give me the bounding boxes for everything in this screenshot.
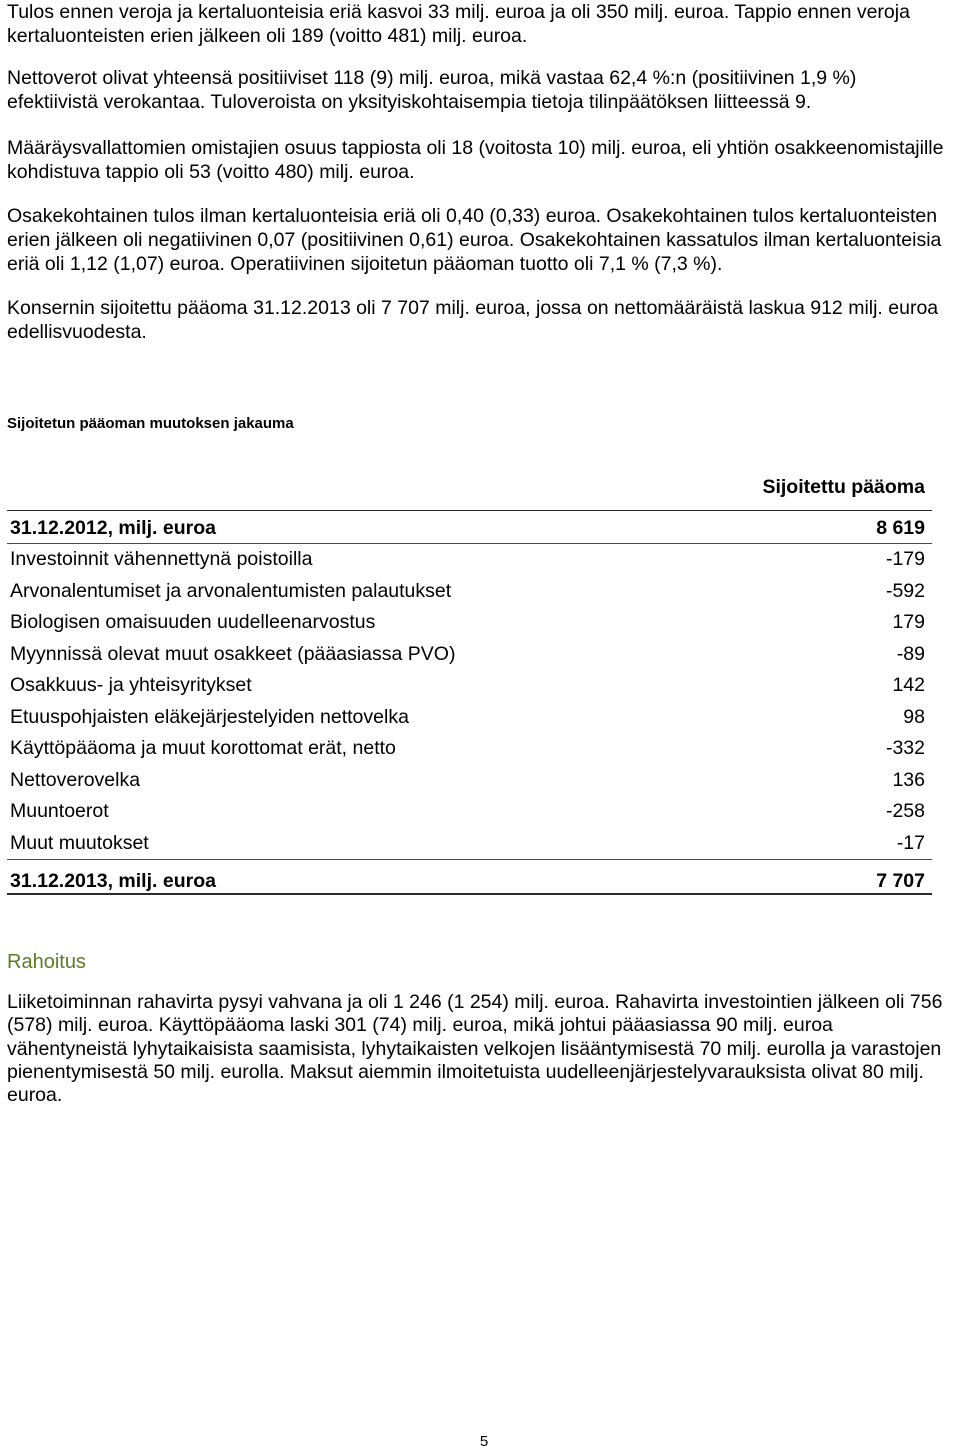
- table-heading: Sijoitetun pääoman muutoksen jakauma: [7, 415, 294, 432]
- text-line: edellisvuodesta.: [7, 321, 147, 343]
- table-row-closing-balance: [7, 859, 932, 895]
- table-row: [7, 576, 932, 608]
- text-line: Liiketoiminnan rahavirta pysyi vahvana ja oli 1 246 (1 254) milj. euroa. Rahavirta investointien jälkeen oli 756: [7, 991, 943, 1013]
- table-row: [7, 828, 932, 860]
- paragraph-profit-before-taxes: [7, 0, 910, 48]
- row-value: -258: [885, 800, 925, 822]
- row-value: -17: [896, 831, 925, 854]
- row-value: -89: [896, 642, 925, 665]
- table-row: [7, 796, 932, 828]
- text-line: efektiivistä verokantaa. Tuloveroista on yksityiskohtaisempia tietoja tilinpäätöksen liitteessä 9.: [7, 91, 812, 113]
- text-line: euroa.: [7, 1084, 63, 1107]
- row-label: Biologisen omaisuuden uudelleenarvostus: [10, 611, 376, 633]
- text-line: Konsernin sijoitettu pääoma 31.12.2013 oli 7 707 milj. euroa, jossa on nettomääräistä laskua 912 milj. euroa: [7, 297, 939, 319]
- paragraph-non-controlling-interests: [7, 136, 943, 184]
- table-row: [7, 765, 932, 797]
- text-line: pienentymisestä 50 milj. eurolla. Maksut aiemmin ilmoitetuista uudelleenjärjestelyvarauksista olivat 80 milj.: [7, 1060, 924, 1083]
- row-value: 98: [903, 705, 925, 728]
- row-label: Etuuspohjaisten eläkejärjestelyiden nettovelka: [10, 705, 409, 728]
- row-value: -592: [885, 579, 925, 602]
- row-value: -179: [885, 548, 925, 570]
- page-number: 5: [479, 1433, 489, 1450]
- table-row-opening-balance: [7, 510, 932, 544]
- text-line: Osakekohtainen tulos ilman kertaluonteisia eriä oli 0,40 (0,33) euroa. Osakekohtainen tulos kertaluonteisten: [7, 205, 938, 227]
- row-value: 8 619: [876, 517, 925, 539]
- row-label: Investoinnit vähennettynä poistoilla: [10, 548, 313, 570]
- capital-employed-table: [7, 510, 932, 895]
- row-label: Käyttöpääoma ja muut korottomat erät, netto: [10, 737, 396, 759]
- text-line: kertaluonteisten erien jälkeen oli 189 (voitto 481) milj. euroa.: [7, 25, 528, 47]
- row-value: 7 707: [876, 870, 925, 892]
- section-heading-financing: Rahoitus: [7, 951, 86, 973]
- row-label: 31.12.2012, milj. euroa: [10, 517, 216, 539]
- text-line: (578) milj. euroa. Käyttöpääoma laski 301 (74) milj. euroa, mikä johtui pääasiassa 90 milj. euroa: [7, 1014, 833, 1037]
- text-line: Nettoverot olivat yhteensä positiiviset 118 (9) milj. euroa, mikä vastaa 62,4 %:n (positiivinen 1,9 %): [7, 67, 857, 89]
- row-label: 31.12.2013, milj. euroa: [10, 870, 216, 892]
- row-label: Muut muutokset: [10, 831, 149, 854]
- table-row: [7, 702, 932, 734]
- paragraph-financing: [7, 991, 942, 1107]
- paragraph-earnings-per-share: [7, 204, 941, 276]
- text-line: Tulos ennen veroja ja kertaluonteisia eriä kasvoi 33 milj. euroa ja oli 350 milj. euroa. Tappio ennen veroja: [7, 1, 910, 23]
- row-label: Osakkuus- ja yhteisyritykset: [10, 674, 252, 696]
- table-row: [7, 670, 932, 702]
- table-row: [7, 544, 932, 576]
- text-line: vähentyneistä lyhytaikaisista saamisista, lyhytaikaisten velkojen lisääntymisestä 70 milj. eurolla ja varastojen: [7, 1037, 942, 1060]
- table-row: [7, 733, 932, 765]
- paragraph-net-taxes: [7, 66, 856, 114]
- row-value: -332: [885, 737, 925, 759]
- paragraph-capital-employed: [7, 296, 938, 344]
- row-label: Nettoverovelka: [10, 768, 141, 791]
- text-line: kohdistuva tappio oli 53 (voitto 480) milj. euroa.: [7, 161, 415, 183]
- row-value: 179: [892, 611, 925, 633]
- table-row: [7, 639, 932, 671]
- row-label: Muuntoerot: [10, 800, 109, 822]
- text-line: eriä oli 1,12 (1,07) euroa. Operatiivinen sijoitetun pääoman tuotto oli 7,1 % (7,3 %).: [7, 253, 723, 275]
- table-row: [7, 607, 932, 639]
- row-value: 136: [892, 768, 925, 791]
- text-line: erien jälkeen oli negatiivinen 0,07 (positiivinen 0,61) euroa. Osakekohtainen kassatulos ilman kertaluonteisia: [7, 229, 942, 251]
- row-label: Myynnissä olevat muut osakkeet (pääasiassa PVO): [10, 642, 456, 665]
- row-label: Arvonalentumiset ja arvonalentumisten palautukset: [10, 579, 452, 602]
- table-column-header: Sijoitettu pääoma: [762, 476, 925, 498]
- row-value: 142: [892, 674, 925, 696]
- text-line: Määräysvallattomien omistajien osuus tappiosta oli 18 (voitosta 10) milj. euroa, eli yhtiön osakkeenomistajille: [7, 137, 944, 159]
